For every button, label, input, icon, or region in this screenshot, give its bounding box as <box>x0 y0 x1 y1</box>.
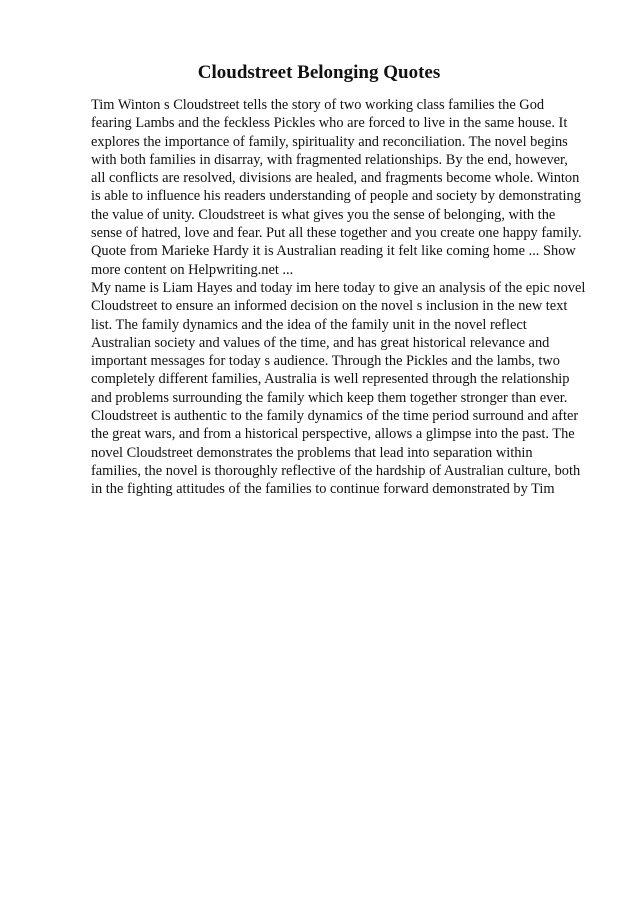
body-line: list. The family dynamics and the idea of the family unit in the novel reflect <box>91 316 527 333</box>
body-line: and problems surrounding the family which keep them together stronger than ever. <box>91 389 568 406</box>
body-line: fearing Lambs and the feckless Pickles who are forced to live in the same house. It <box>91 115 568 132</box>
body-line: completely different families, Australia is well represented through the relationship <box>91 371 570 388</box>
document-title: Cloudstreet Belonging Quotes <box>197 62 441 83</box>
document-body <box>91 96 611 499</box>
body-line: is able to influence his readers understanding of people and society by demonstrating <box>91 188 581 205</box>
body-line: Cloudstreet to ensure an informed decision on the novel s inclusion in the new text <box>91 298 568 315</box>
body-line: explores the importance of family, spirituality and reconciliation. The novel begins <box>91 133 568 150</box>
body-line: important messages for today s audience. Through the Pickles and the lambs, two <box>91 353 560 370</box>
body-line: all conflicts are resolved, divisions are healed, and fragments become whole. Winton <box>91 170 580 187</box>
body-line: sense of hatred, love and fear. Put all these together and you create one happy family. <box>91 225 582 242</box>
body-line: with both families in disarray, with fragmented relationships. By the end, however, <box>91 151 568 168</box>
body-line: Quote from Marieke Hardy it is Australian reading it felt like coming home ... Show <box>91 243 576 260</box>
body-line: Tim Winton s Cloudstreet tells the story of two working class families the God <box>91 97 545 113</box>
body-line: Cloudstreet is authentic to the family dynamics of the time period surround and after <box>91 408 579 425</box>
body-line: My name is Liam Hayes and today im here today to give an analysis of the epic novel <box>91 279 586 296</box>
body-line: more content on Helpwriting.net ... <box>91 261 294 278</box>
body-line: Australian society and values of the time, and has great historical relevance and <box>91 334 550 351</box>
body-line: the value of unity. Cloudstreet is what gives you the sense of belonging, with the <box>91 206 556 223</box>
body-line: families, the novel is thoroughly reflective of the hardship of Australian culture, both <box>91 462 581 479</box>
body-line: novel Cloudstreet demonstrates the problems that lead into separation within <box>91 444 533 461</box>
body-line: the great wars, and from a historical perspective, allows a glimpse into the past. The <box>91 426 575 443</box>
body-line: in the fighting attitudes of the families to continue forward demonstrated by Tim <box>91 481 555 498</box>
